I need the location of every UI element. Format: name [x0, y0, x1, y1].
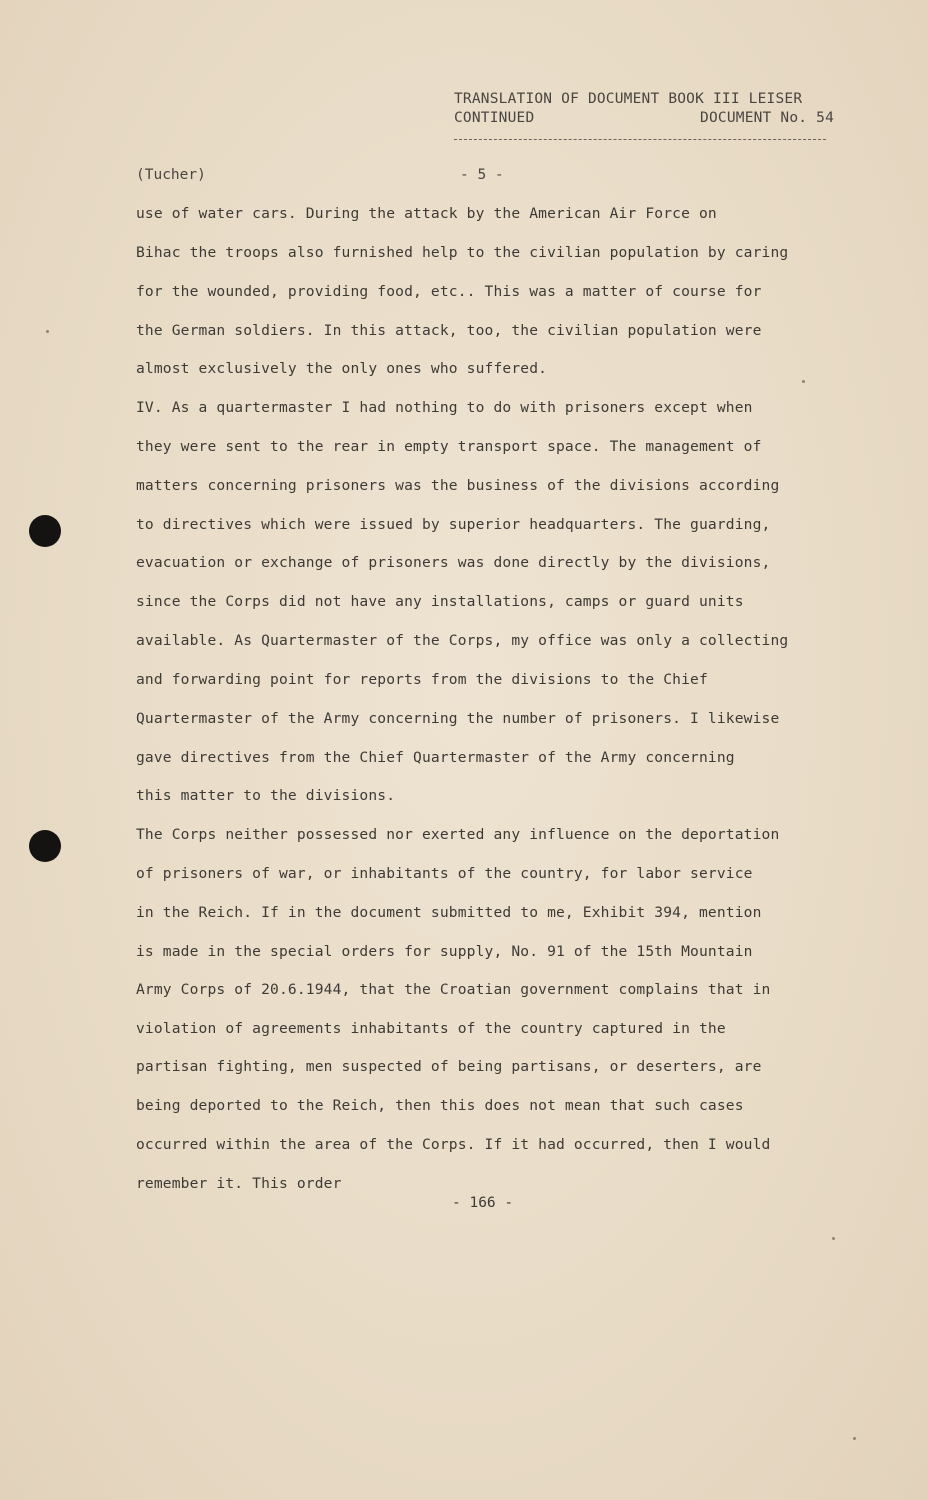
body-line: IV. As a quartermaster I had nothing to do with prisoners except when [136, 399, 753, 416]
paper-speck [832, 1237, 835, 1240]
body-line: and forwarding point for reports from the divisions to the Chief [136, 671, 708, 688]
body-line: being deported to the Reich, then this does not mean that such cases [136, 1097, 744, 1114]
paper-speck [46, 330, 49, 333]
paper-speck [853, 1437, 856, 1440]
body-line: matters concerning prisoners was the business of the divisions according [136, 477, 780, 494]
body-line: in the Reich. If in the document submitted to me, Exhibit 394, mention [136, 904, 762, 921]
page-number: - 5 - [460, 167, 504, 183]
body-line: gave directives from the Chief Quartermaster of the Army concerning [136, 749, 735, 766]
body-line: Army Corps of 20.6.1944, that the Croatian government complains that in [136, 981, 771, 998]
punch-hole [29, 515, 61, 547]
body-line: almost exclusively the only ones who suffered. [136, 360, 548, 377]
header-line-1 [454, 90, 834, 109]
body-line: the German soldiers. In this attack, too, the civilian population were [136, 322, 762, 339]
body-line: of prisoners of war, or inhabitants of the country, for labor service [136, 865, 753, 882]
body-line: to directives which were issued by superior headquarters. The guarding, [136, 516, 771, 533]
body-line: they were sent to the rear in empty transport space. The management of [136, 438, 762, 455]
body-line: is made in the special orders for supply, No. 91 of the 15th Mountain [136, 943, 753, 960]
witness-name: (Tucher) [136, 167, 206, 183]
header-rule [454, 139, 826, 140]
header-line-2 [454, 109, 834, 128]
body-line: available. As Quartermaster of the Corps, my office was only a collecting [136, 632, 789, 649]
body-line: use of water cars. During the attack by the American Air Force on [136, 205, 717, 222]
body-line: this matter to the divisions. [136, 787, 396, 804]
body-line: evacuation or exchange of prisoners was done directly by the divisions, [136, 554, 771, 571]
body-line: since the Corps did not have any installations, camps or guard units [136, 593, 744, 610]
paper-speck [802, 380, 805, 383]
body-line: remember it. This order [136, 1175, 342, 1192]
body-line: Bihac the troops also furnished help to the civilian population by caring [136, 244, 789, 261]
body-line: occurred within the area of the Corps. If it had occurred, then I would [136, 1136, 771, 1153]
body-line: for the wounded, providing food, etc.. This was a matter of course for [136, 283, 762, 300]
header-continued: CONTINUED [454, 110, 535, 126]
header-title: TRANSLATION OF DOCUMENT BOOK III LEISER [454, 91, 803, 107]
punch-hole [29, 830, 61, 862]
footer-page-number: - 166 - [452, 1195, 514, 1211]
body-line: violation of agreements inhabitants of the country captured in the [136, 1020, 726, 1037]
body-line: The Corps neither possessed nor exerted any influence on the deportation [136, 826, 780, 843]
body-line: Quartermaster of the Army concerning the number of prisoners. I likewise [136, 710, 780, 727]
document-header [454, 90, 834, 128]
document-number: DOCUMENT No. 54 [700, 110, 834, 126]
body-line: partisan fighting, men suspected of being partisans, or deserters, are [136, 1058, 762, 1075]
